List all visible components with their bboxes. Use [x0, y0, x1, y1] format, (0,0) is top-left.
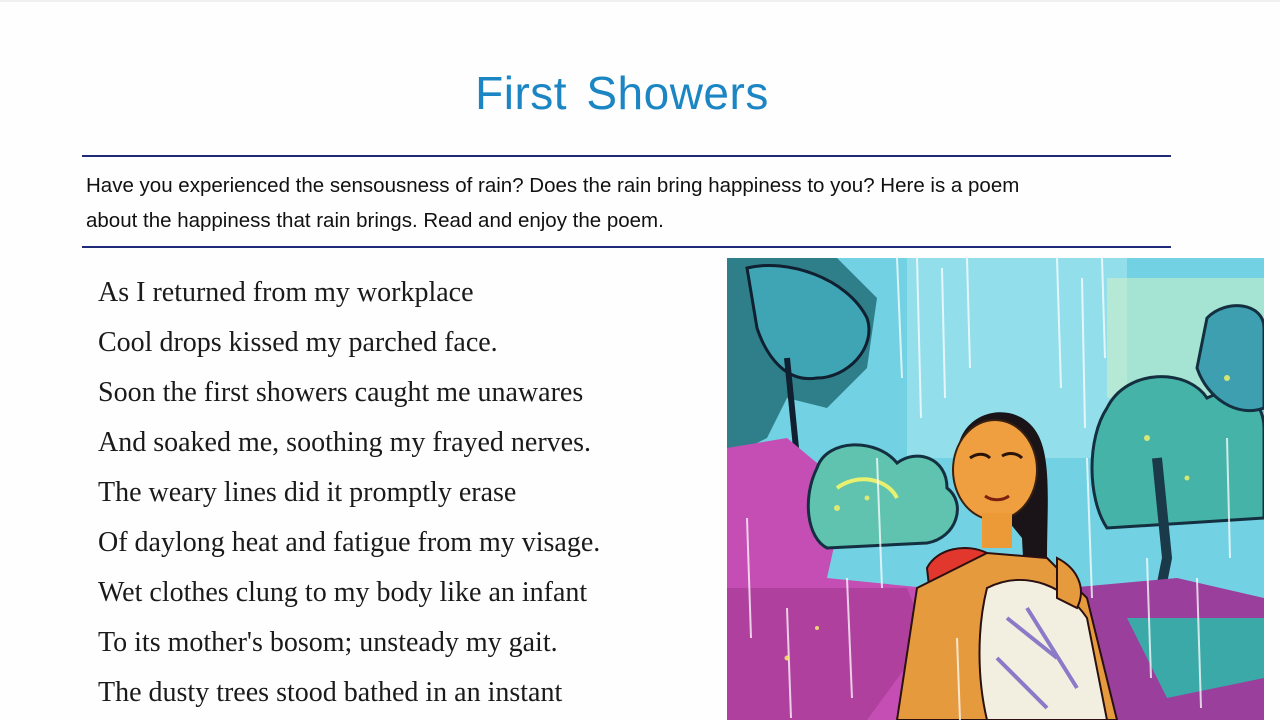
poem-title: First Showers: [475, 67, 769, 119]
poem-line: Of daylong heat and fatigue from my visage.: [98, 527, 601, 558]
poem-line: As I returned from my workplace: [98, 277, 474, 308]
poem-line: Cool drops kissed my parched face.: [98, 327, 498, 358]
intro-line-2: about the happiness that rain brings. Read and enjoy the poem.: [86, 209, 664, 232]
poem-line: To its mother's bosom; unsteady my gait.: [98, 627, 558, 658]
intro-text: [86, 168, 1186, 238]
poem-line: And soaked me, soothing my frayed nerves.: [98, 427, 591, 458]
poem-line: Wet clothes clung to my body like an infant: [98, 577, 588, 608]
rain-illustration: [727, 258, 1264, 720]
intro-line-1: Have you experienced the sensousness of rain? Does the rain bring happiness to you? Here is a poem: [86, 174, 1020, 197]
intro-top-rule: [82, 155, 1171, 157]
poem-line: The weary lines did it promptly erase: [98, 477, 517, 508]
poem-line: Soon the first showers caught me unawares: [98, 377, 584, 408]
top-divider: [0, 0, 1280, 2]
woman-in-rain-image: [727, 258, 1264, 720]
poem-body: [98, 268, 718, 718]
intro-bottom-rule: [82, 246, 1171, 248]
poem-line: The dusty trees stood bathed in an instant: [98, 677, 563, 708]
